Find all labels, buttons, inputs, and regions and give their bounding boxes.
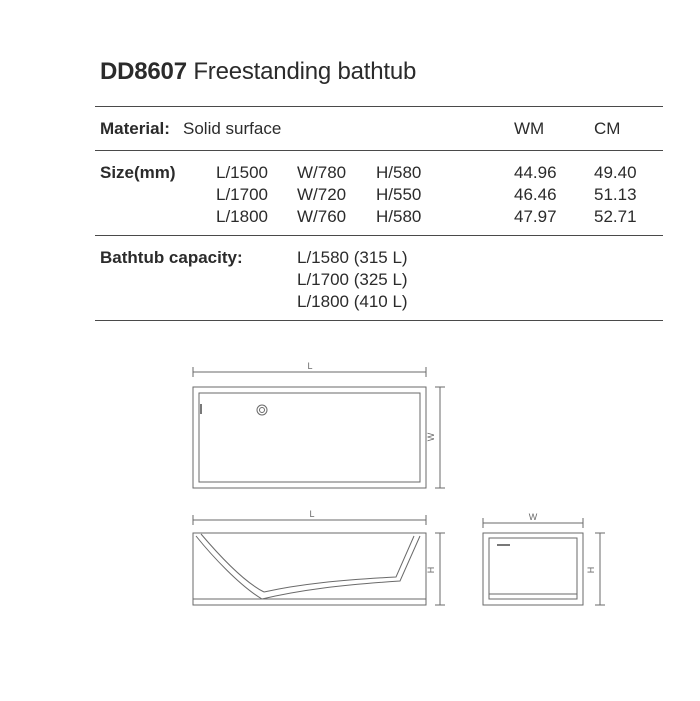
end-width-dim-label: W xyxy=(528,512,538,522)
size-height: H/580 xyxy=(376,163,422,182)
size-width: W/780 xyxy=(297,163,347,182)
size-cm: 49.40 xyxy=(594,163,637,182)
size-length: L/1700 xyxy=(216,185,268,204)
side-height-dim-label: H xyxy=(426,566,436,574)
size-width: W/760 xyxy=(297,207,347,226)
column-header-wm: WM xyxy=(514,119,545,138)
top-width-dim-label: W xyxy=(426,432,436,442)
size-wm: 47.97 xyxy=(514,207,557,226)
size-label: Size(mm) xyxy=(100,163,176,182)
capacity-label: Bathtub capacity: xyxy=(100,248,243,267)
capacity-value: L/1580 (315 L) xyxy=(297,248,408,267)
size-cm: 51.13 xyxy=(594,185,637,204)
drain-icon xyxy=(257,405,267,415)
size-wm: 44.96 xyxy=(514,163,557,182)
size-height: H/550 xyxy=(376,185,422,204)
capacity-value: L/1800 (410 L) xyxy=(297,292,408,311)
material-value: Solid surface xyxy=(183,119,282,138)
side-view xyxy=(193,509,445,605)
top-length-dim-label: L xyxy=(307,361,313,371)
size-cm: 52.71 xyxy=(594,207,637,226)
size-length: L/1800 xyxy=(216,207,268,226)
size-width: W/720 xyxy=(297,185,347,204)
end-height-dim-label: H xyxy=(586,566,596,574)
size-height: H/580 xyxy=(376,207,422,226)
size-length: L/1500 xyxy=(216,163,268,182)
capacity-value: L/1700 (325 L) xyxy=(297,270,408,289)
product-name: Freestanding bathtub xyxy=(193,58,417,85)
side-length-dim-label: L xyxy=(309,509,315,519)
top-view xyxy=(193,361,445,488)
end-view xyxy=(483,512,605,605)
column-header-cm: CM xyxy=(594,119,621,138)
size-wm: 46.46 xyxy=(514,185,557,204)
product-code: DD8607 xyxy=(100,58,187,85)
material-label: Material: xyxy=(100,119,170,138)
